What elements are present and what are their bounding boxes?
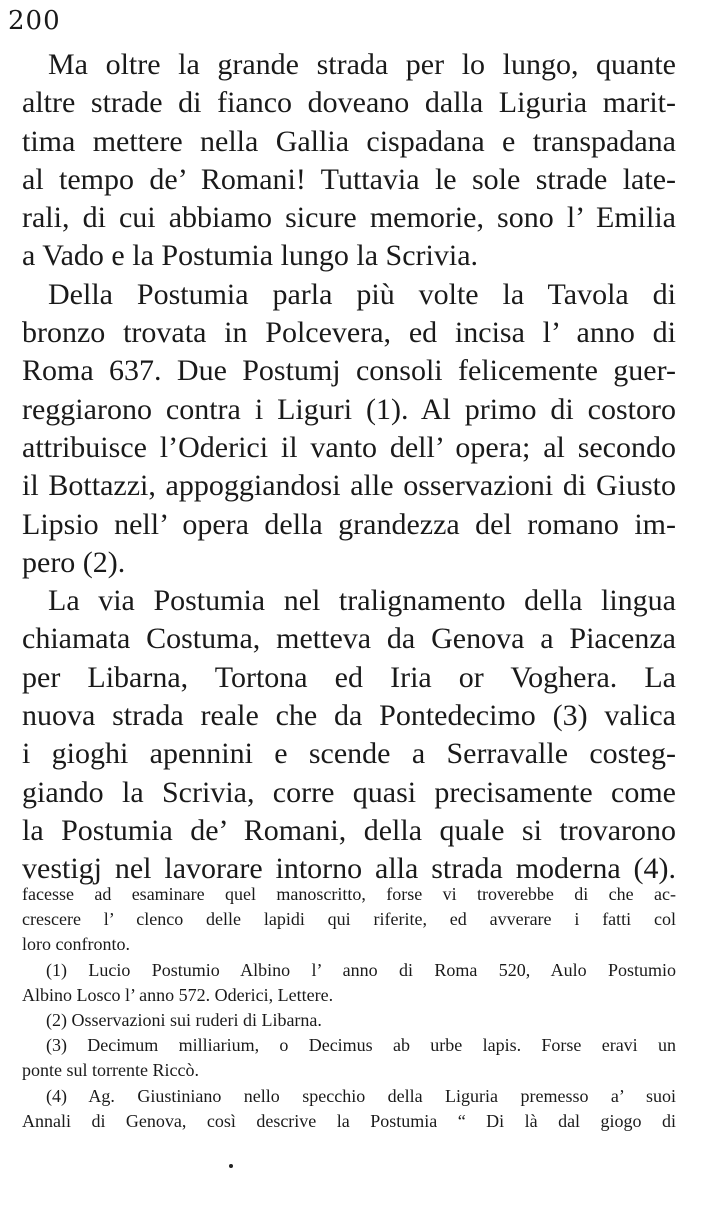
text-line: reggiarono contra i Liguri (1). Al primo di costoro [22,392,676,426]
text-line: Lipsio nell’ opera della grandezza del romano im- [22,507,676,541]
paragraph-1 [22,46,676,276]
text-line: nuova strada reale che da Pontedecimo (3) valica [22,699,676,733]
text-line: altre strade di fianco doveano dalla Liguria marit- [22,86,676,120]
footnotes [22,882,676,1134]
text-line: Roma 637. Due Postumj consoli felicemente guer- [22,354,676,388]
main-text [22,46,676,889]
text-line: al tempo de’ Romani! Tuttavia le sole strade late- [22,162,676,196]
text-line: attribuisce l’Oderici il vanto dell’ opera; al secondo [22,430,676,464]
footnote-line: (1) Lucio Postumio Albino l’ anno di Roma 520, Aulo Postumio [46,959,676,980]
text-line: Della Postumia parla più volte la Tavola di [48,277,676,311]
footnote-line: loro confronto. [22,934,130,955]
text-line: chiamata Costuma, metteva da Genova a Piacenza [22,622,676,656]
page-number: 200 [8,6,61,36]
footnote-line: facesse ad esaminare quel manoscritto, forse vi troverebbe di che ac- [22,884,676,904]
footnote-line: (2) Osservazioni sui ruderi di Libarna. [46,1010,322,1031]
footnote-line: ponte sul torrente Riccò. [22,1060,199,1081]
text-line: bronzo trovata in Polcevera, ed incisa l’ anno di [22,316,676,350]
text-line: i gioghi apennini e scende a Serravalle costeg- [22,737,676,771]
speck-mark [229,1164,233,1168]
text-line: per Libarna, Tortona ed Iria or Voghera. La [22,660,676,694]
footnote-continuation [22,882,676,958]
text-line: pero (2). [22,545,126,579]
footnote-4 [22,1084,676,1134]
footnote-line: (4) Ag. Giustiniano nello specchio della Liguria premesso a’ suoi [46,1085,676,1106]
footnote-line: Annali di Genova, così descrive la Postumia “ Di là dal giogo di [22,1110,676,1131]
footnote-3 [22,1033,676,1083]
paragraph-2 [22,276,676,582]
text-line: Ma oltre la grande strada per lo lungo, quante [48,48,676,81]
text-line: rali, di cui abbiamo sicure memorie, sono l’ Emilia [22,201,676,235]
footnote-1 [22,958,676,1008]
text-line: giando la Scrivia, corre quasi precisamente come [22,775,676,809]
footnote-line: Albino Losco l’ anno 572. Oderici, Lettere. [22,984,334,1005]
text-line: il Bottazzi, appoggiandosi alle osservazioni di Giusto [22,469,676,503]
text-line: tima mettere nella Gallia cispadana e transpadana [22,124,676,158]
footnote-2 [22,1008,676,1033]
text-line: la Postumia de’ Romani, della quale si trovarono [22,813,676,847]
text-line: La via Postumia nel tralignamento della lingua [48,584,676,618]
paragraph-3 [22,582,676,888]
text-line: vestigj nel lavorare intorno alla strada moderna (4). [22,852,676,886]
text-line: a Vado e la Postumia lungo la Scrivia. [22,239,479,273]
footnote-line: (3) Decimum milliarium, o Decimus ab urbe lapis. Forse eravi un [46,1035,676,1056]
footnote-line: crescere l’ clenco delle lapidi qui riferite, ed avverare i fatti col [22,909,676,930]
